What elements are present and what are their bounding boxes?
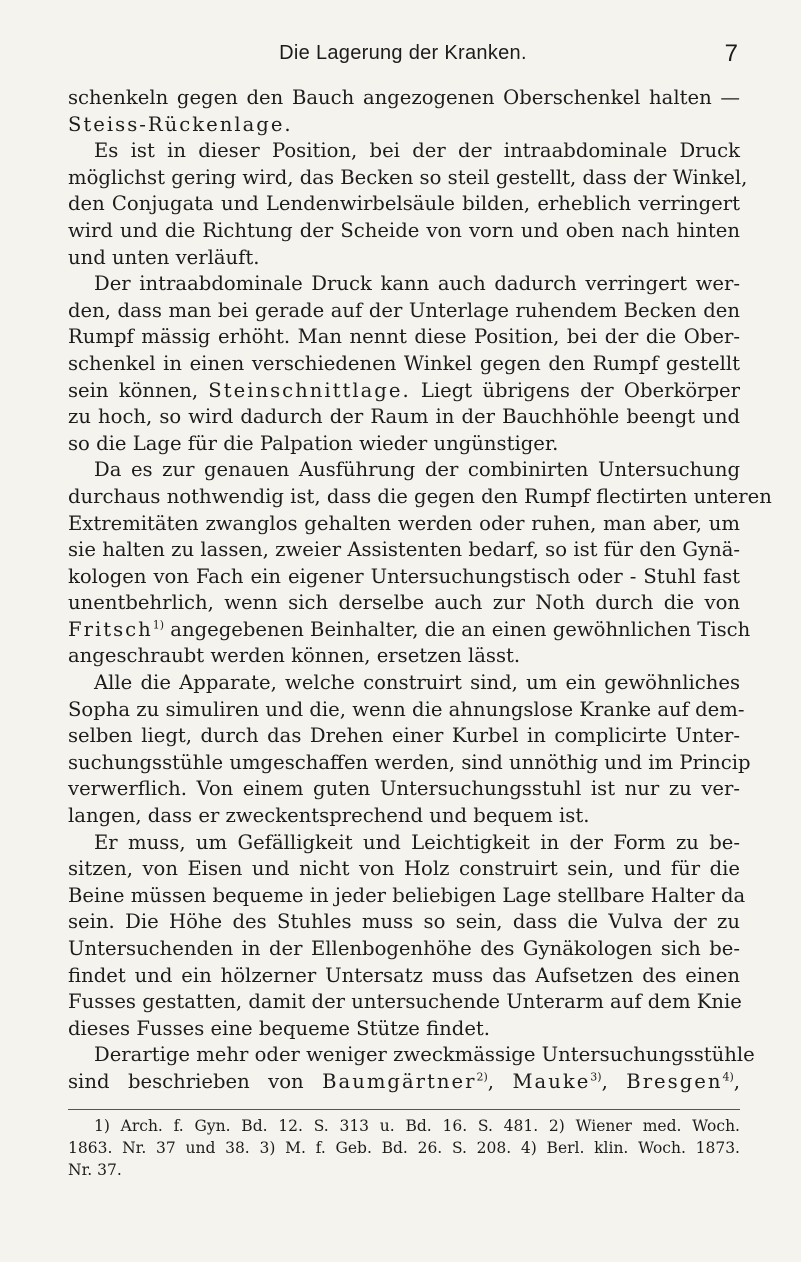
text-line: Alle die Apparate, welche construirt sind, um ein gewöhnliches [94,671,740,695]
text-line: und unten verläuft. [68,245,260,269]
text-span: sind beschrieben von [68,1069,304,1093]
comma: , [601,1069,608,1093]
text-line: Steiss-Rückenlage. [68,112,293,136]
footnote-3: 3) M. f. Geb. Bd. 26. S. 208. [259,1139,512,1157]
comma: , [487,1069,494,1093]
text-line: Extremitäten zwanglos gehalten werden oder ruhen, man aber, um [68,511,740,535]
footnote-rule [68,1109,740,1110]
text-line: wird und die Richtung der Scheide von vorn und oben nach hinten [68,218,740,242]
comma: , [733,1069,741,1093]
author-baumgaertner: Baumgärtner [322,1069,477,1093]
footnote-1: 1) Arch. f. Gyn. Bd. 12. S. 313 u. Bd. 16. S. 481. [94,1117,539,1135]
text-span: Liegt übrigens der Oberkörper [420,378,740,402]
author-mauke: Mauke [512,1069,591,1093]
text-line: findet und ein hölzerner Untersatz muss das Aufsetzen des einen [68,963,740,987]
text-line: Da es zur genauen Ausführung der combinirten Untersuchung [94,458,740,482]
footnotes [68,1115,740,1181]
running-header [68,42,738,72]
text-line: Untersuchenden in der Ellenbogenhöhe des Gynäkologen sich be- [68,937,740,960]
text-line: sie halten zu lassen, zweier Assistenten bedarf, so ist für den Gynä- [68,538,740,562]
text-line: den, dass man bei gerade auf der Unterlage ruhendem Becken den [68,298,740,322]
text-line: so die Lage für die Palpation wieder ungünstiger. [68,431,559,455]
text-line: dieses Fusses eine bequeme Stütze findet. [68,1016,491,1040]
text-line: verwerflich. Von einem guten Untersuchungsstuhl ist nur zu ver- [68,777,740,801]
text-line: den Conjugata und Lendenwirbelsäule bilden, erheblich verringert [68,192,740,216]
footnote-2: 2) Wiener med. Woch. [548,1117,740,1135]
footnote-4: 4) Berl. klin. Woch. 1873. [520,1139,740,1157]
header-title: Die Lagerung der Kranken. [279,42,527,64]
text-line: schenkel in einen verschiedenen Winkel gegen den Rumpf gestellt [68,351,740,375]
text-line: schenkeln gegen den Bauch angezogenen Oberschenkel halten — [68,86,740,109]
text-line: Beine müssen bequeme in jeder beliebigen Lage stellbare Halter da [68,883,746,907]
text-line: Es ist in dieser Position, bei der der intraabdominale Druck [94,139,740,163]
text-line: langen, dass er zweckentsprechend und bequem ist. [68,804,590,828]
text-line: Sopha zu simuliren und die, wenn die ahnungslose Kranke auf dem- [68,697,745,721]
text-line: zu hoch, so wird dadurch der Raum in der Bauchhöhle beengt und [68,405,740,429]
text-line: Der intraabdominale Druck kann auch dadurch verringert wer- [94,272,740,296]
text-line [68,617,751,644]
footnote-line: Nr. 37. [68,1161,122,1179]
text-span: sein können, [68,378,199,402]
text-line: Er muss, um Gefälligkeit und Leichtigkeit in der Form zu be- [94,830,740,854]
text-line: angeschraubt werden können, ersetzen lässt. [68,644,521,668]
term-steinschnittlage: Steinschnittlage. [208,378,411,402]
text-line [68,1069,740,1096]
body-text [68,85,772,1096]
text-line [68,378,740,405]
text-line: durchaus nothwendig ist, dass die gegen den Rumpf flectirten unteren [68,484,772,508]
footnote-ref-4: 4) [722,1070,734,1084]
text-line: selben liegt, durch das Drehen einer Kurbel in complicirte Unter- [68,724,740,748]
author-fritsch: Fritsch [68,617,153,641]
text-line: Rumpf mässig erhöht. Man nennt diese Position, bei der die Ober- [68,325,740,349]
page-number: 7 [724,40,738,67]
footnote-line [68,1115,740,1137]
text-line: Fusses gestatten, damit der untersuchende Unterarm auf dem Knie [68,990,742,1014]
footnote-line [68,1137,740,1159]
text-line: sitzen, von Eisen und nicht von Holz construirt sein, und für die [68,857,740,881]
text-line: sein. Die Höhe des Stuhles muss so sein, dass die Vulva der zu [68,910,740,934]
text-line: unentbehrlich, wenn sich derselbe auch zur Noth durch die von [68,591,740,615]
footnote-ref-1: 1) [152,618,165,632]
text-line: kologen von Fach ein eigener Untersuchungstisch oder - Stuhl fast [68,564,740,588]
text-line: suchungsstühle umgeschaffen werden, sind unnöthig und im Princip [68,750,751,774]
text-line: Derartige mehr oder weniger zweckmässige Untersuchungsstühle [94,1043,755,1067]
text-span: angegebenen Beinhalter, die an einen gewöhnlichen Tisch [170,617,751,641]
text-line: möglichst gering wird, das Becken so steil gestellt, dass der Winkel, [68,165,748,189]
footnote-ref-3: 3) [590,1070,602,1084]
footnote-ref-2: 2) [476,1070,488,1084]
author-bresgen: Bresgen [626,1069,723,1093]
footnote-2-cont: 1863. Nr. 37 und 38. [68,1139,250,1157]
